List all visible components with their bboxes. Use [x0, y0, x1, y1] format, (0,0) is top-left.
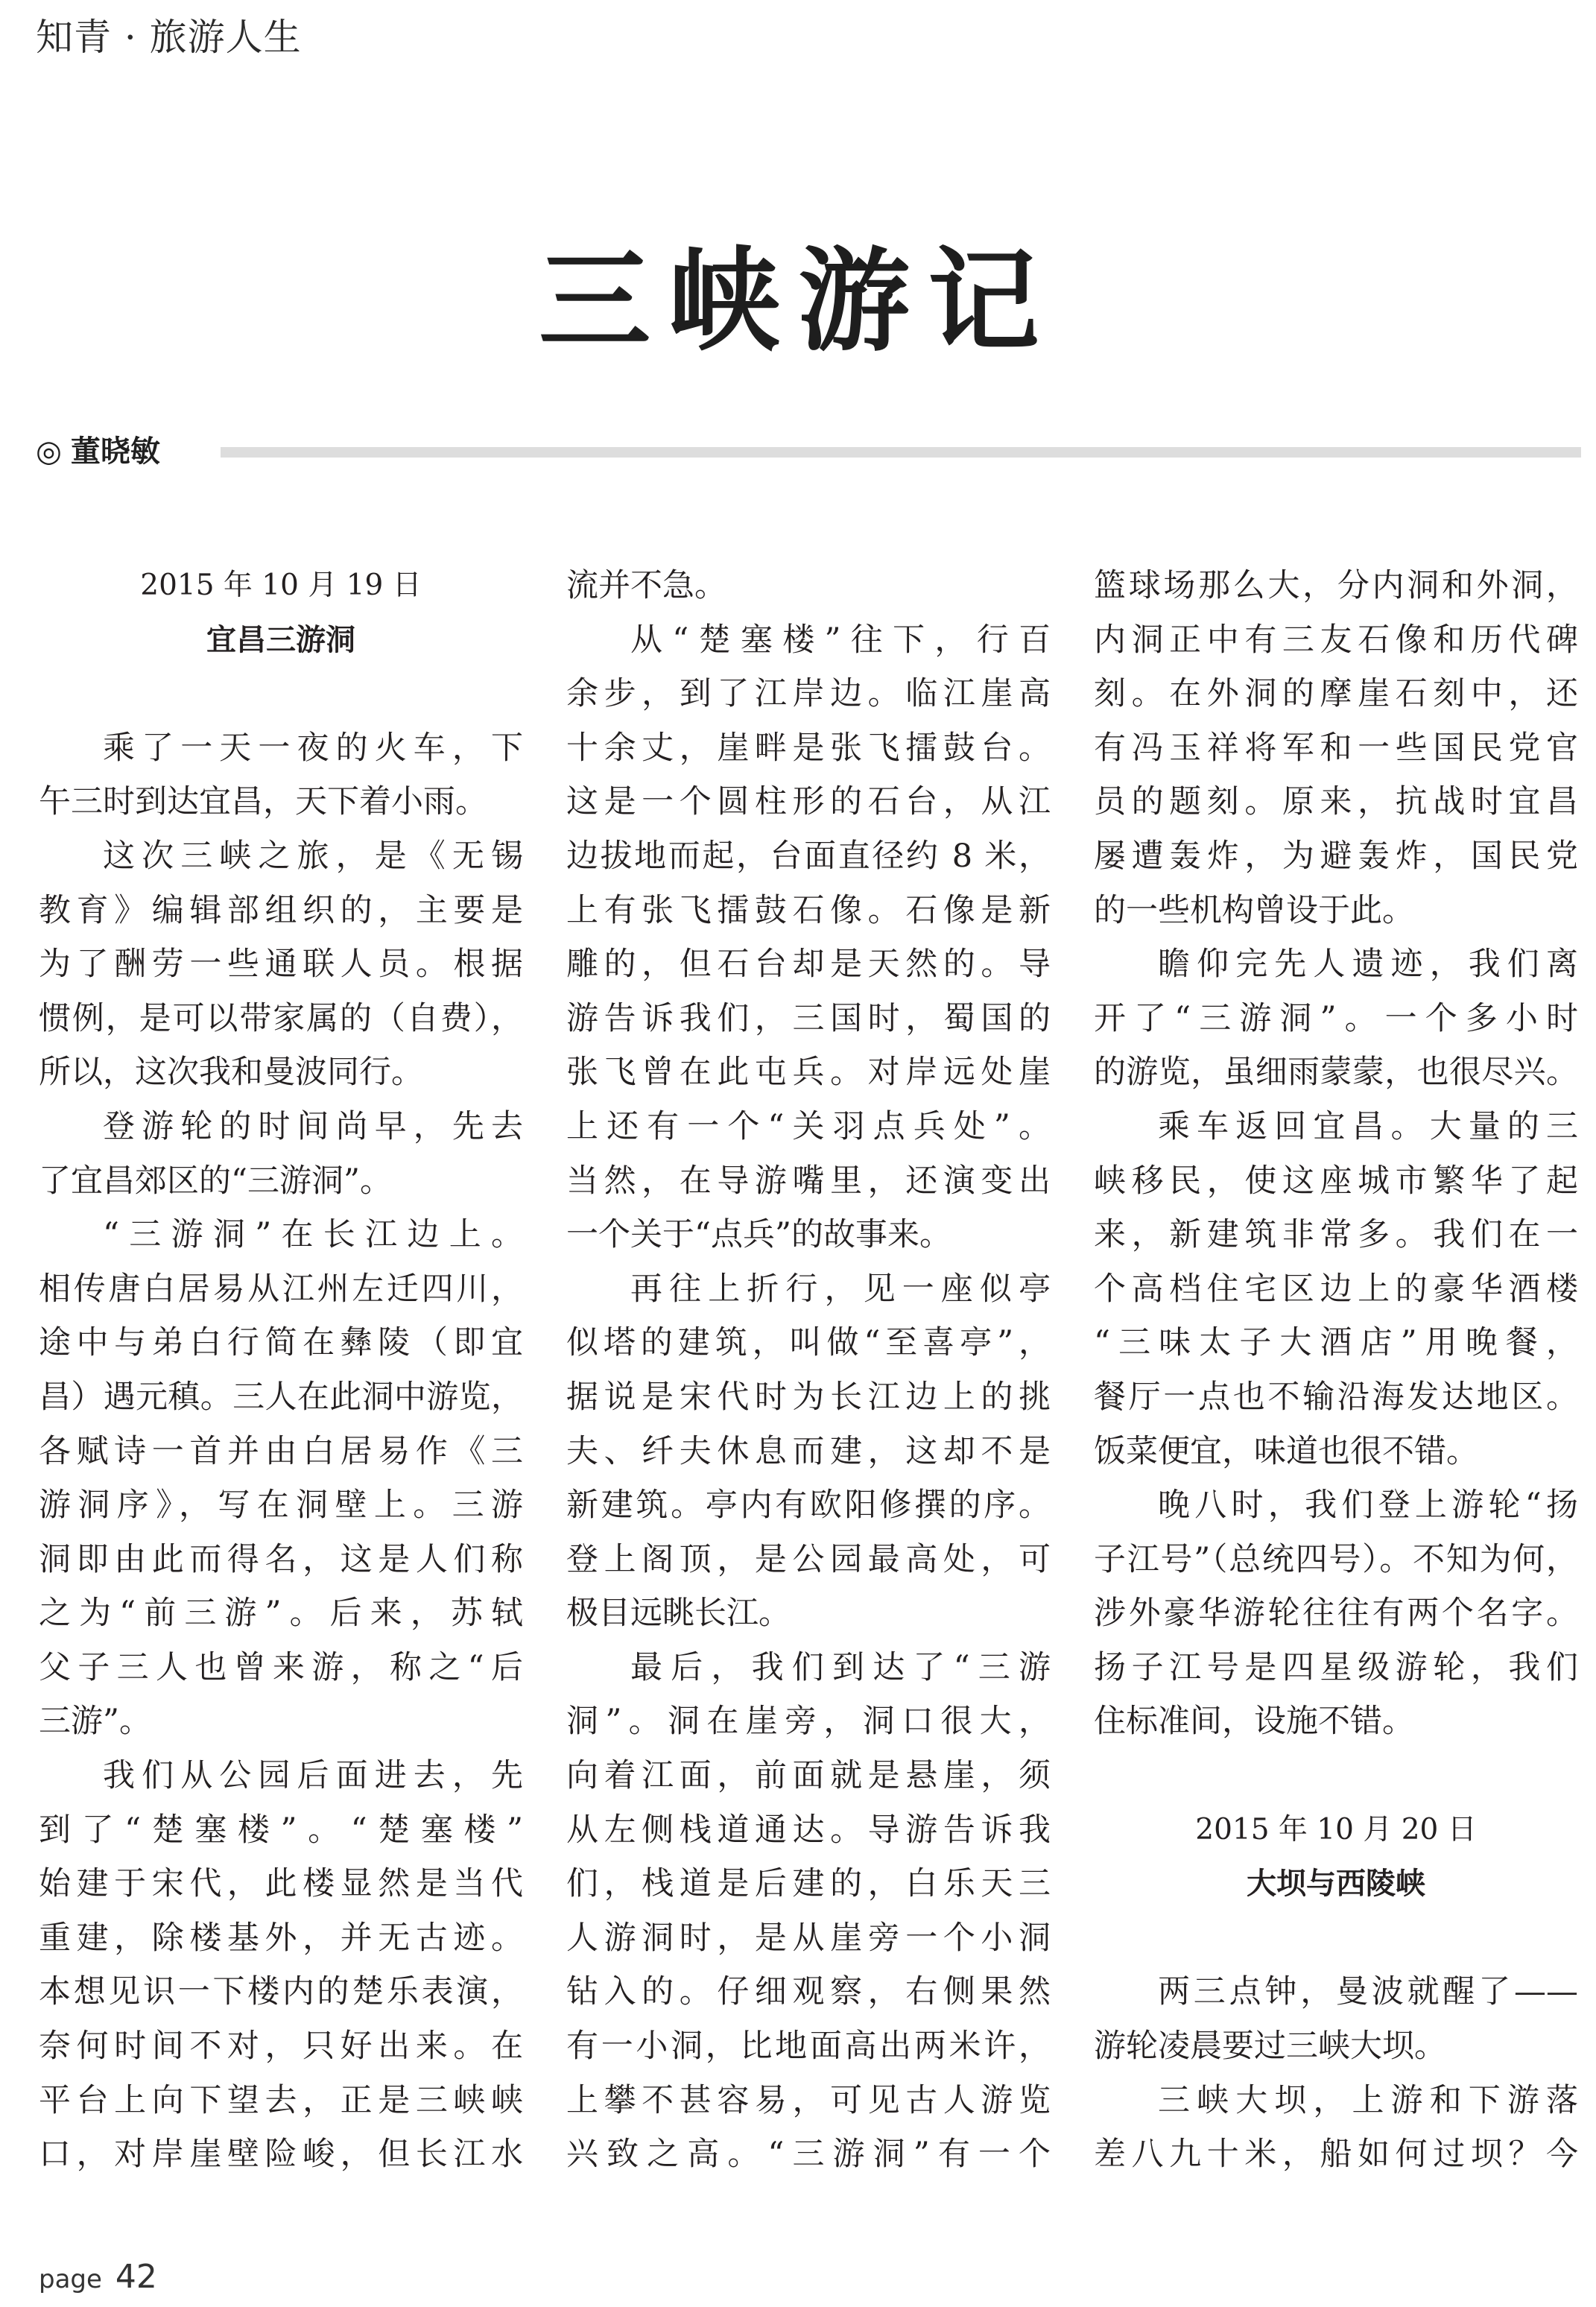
author-name: 董晓敏: [70, 434, 160, 469]
text-column-1: [39, 559, 523, 2182]
text-line: 游轮凌晨要过三峡大坝。: [1094, 2028, 1446, 2066]
text-line: 最后，我们到达了“三游: [630, 1648, 1051, 1686]
page-label: page: [39, 2265, 102, 2294]
text-line: 的游览，虽细雨蒙蒙，也很尽兴。: [1094, 1054, 1578, 1092]
text-line: 住标准间，设施不错。: [1094, 1703, 1414, 1741]
text-line: 上还有一个“关羽点兵处”。: [566, 1107, 1051, 1145]
text-line: 相传唐白居易从江州左迁四川，: [39, 1270, 523, 1308]
text-line: 三游”。: [39, 1703, 151, 1741]
text-line: 们，栈道是后建的，白乐天三: [566, 1865, 1051, 1903]
section-heading: 大坝与西陵峡: [1247, 1867, 1425, 1902]
text-line: 平台上向下望去，正是三峡峡: [39, 2081, 523, 2119]
text-line: 这是一个圆柱形的石台，从江: [566, 783, 1051, 821]
text-line: 涉外豪华游轮往往有两个名字。: [1094, 1595, 1578, 1633]
text-line: 新建筑。亭内有欧阳修撰的序。: [566, 1487, 1051, 1525]
text-line: 员的题刻。原来，抗战时宜昌: [1094, 783, 1578, 821]
text-column-2: [566, 559, 1051, 2182]
text-line: 从“楚塞楼”往下，行百: [630, 621, 1051, 659]
text-line: 乘车返回宜昌。大量的三: [1158, 1107, 1578, 1145]
text-line: 据说是宋代时为长江边上的挑: [566, 1378, 1051, 1416]
text-line: 所以，这次我和曼波同行。: [39, 1054, 423, 1092]
text-line: 兴致之高。“三游洞”有一个: [566, 2136, 1051, 2174]
text-line: 三峡大坝，上游和下游落: [1158, 2081, 1578, 2119]
text-line: 从左侧栈道通达。导游告诉我: [566, 1811, 1051, 1849]
circle-bullet-icon: ◎: [36, 434, 62, 469]
text-line: 之为“前三游”。后来，苏轼: [39, 1595, 523, 1633]
text-line: 惯例，是可以带家属的（自费），: [39, 999, 523, 1037]
paragraph-gap: [1094, 1911, 1578, 1966]
text-line: 内洞正中有三友石像和历代碑: [1094, 621, 1578, 659]
text-line: 这次三峡之旅，是《无锡: [103, 837, 523, 875]
text-line: 本想见识一下楼内的楚乐表演，: [39, 1973, 523, 2011]
entry-date: 2015 年 10 月 19 日: [140, 569, 422, 602]
text-line: 钻入的。仔细观察，右侧果然: [566, 1973, 1051, 2011]
paragraph-gap: [1094, 1749, 1578, 1803]
text-line: 张飞曾在此屯兵。对岸远处崖: [566, 1054, 1051, 1092]
magazine-section-header: 知青 · 旅游人生: [36, 16, 302, 59]
text-line: 途中与弟白行简在彝陵（即宜: [39, 1324, 523, 1362]
text-line: 似塔的建筑，叫做“至喜亭”，: [566, 1324, 1051, 1362]
entry-date: 2015 年 10 月 20 日: [1195, 1812, 1477, 1846]
text-line: 篮球场那么大，分内洞和外洞，: [1094, 567, 1578, 604]
text-line: 有一小洞，比地面高出两米许，: [566, 2028, 1051, 2066]
text-line: 瞻仰完先人遗迹，我们离: [1158, 946, 1578, 984]
author-name-block: [36, 429, 160, 474]
text-line: 登游轮的时间尚早，先去: [103, 1107, 523, 1145]
text-line: 洞”。洞在崖旁，洞口很大，: [566, 1703, 1051, 1741]
text-line: 当然，在导游嘴里，还演变出: [566, 1162, 1051, 1200]
text-line: 夫、纤夫休息而建，这却不是: [566, 1432, 1051, 1470]
text-line: 重建，除楼基外，并无古迹。: [39, 1919, 523, 1957]
text-line: “三味太子大酒店”用晚餐，: [1094, 1324, 1578, 1362]
text-line: 扬子江号是四星级游轮，我们: [1094, 1648, 1578, 1686]
author-byline: [36, 429, 1581, 474]
text-line: 有冯玉祥将军和一些国民党官: [1094, 729, 1578, 767]
text-line: “三游洞”在长江边上。: [103, 1216, 523, 1254]
text-line: 到了“楚塞楼”。“楚塞楼”: [39, 1811, 523, 1849]
text-line: 为了酬劳一些通联人员。根据: [39, 946, 523, 984]
text-line: 始建于宋代，此楼显然是当代: [39, 1865, 523, 1903]
text-line: 人游洞时，是从崖旁一个小洞: [566, 1919, 1051, 1957]
text-line: 屡遭轰炸，为避轰炸，国民党: [1094, 837, 1578, 875]
text-line: 向着江面，前面就是悬崖，须: [566, 1757, 1051, 1795]
text-line: 一个关于“点兵”的故事来。: [566, 1216, 951, 1254]
text-line: 洞即由此而得名，这是人们称: [39, 1540, 523, 1578]
text-line: 游告诉我们，三国时，蜀国的: [566, 999, 1051, 1037]
text-line: 峡移民，使这座城市繁华了起: [1094, 1162, 1578, 1200]
byline-divider: [221, 447, 1581, 458]
text-line: 边拔地而起，台面直径约 8 米，: [566, 837, 1051, 875]
text-line: 十余丈，崖畔是张飞擂鼓台。: [566, 729, 1051, 767]
page-number: 42: [115, 2258, 157, 2296]
text-line: 极目远眺长江。: [566, 1595, 791, 1633]
text-line: 我们从公园后面进去，先: [103, 1757, 523, 1795]
text-line: 差八九十米，船如何过坝？今: [1094, 2136, 1578, 2174]
text-line: 两三点钟，曼波就醒了——: [1158, 1973, 1578, 2011]
text-line: 余步，到了江岸边。临江崖高: [566, 675, 1051, 713]
section-heading: 宜昌三游洞: [206, 622, 355, 657]
text-line: 的一些机构曾设于此。: [1094, 891, 1414, 929]
text-line: 餐厅一点也不输沿海发达地区。: [1094, 1378, 1578, 1416]
paragraph-gap: [39, 667, 523, 721]
text-line: 游洞序》，写在洞壁上。三游: [39, 1487, 523, 1525]
page-footer: [39, 2258, 157, 2296]
text-line: 教育》编辑部组织的，主要是: [39, 891, 523, 929]
text-line: 午三时到达宜昌，天下着小雨。: [39, 783, 487, 821]
text-line: 上有张飞擂鼓石像。石像是新: [566, 891, 1051, 929]
text-line: 乘了一天一夜的火车，下: [103, 729, 523, 767]
text-line: 再往上折行，见一座似亭: [630, 1270, 1051, 1308]
text-line: 饭菜便宜，味道也很不错。: [1094, 1432, 1478, 1470]
article-title: 三峡游记: [538, 237, 1057, 367]
text-line: 各赋诗一首并由白居易作《三: [39, 1432, 523, 1470]
text-line: 昌）遇元稹。三人在此洞中游览，: [39, 1378, 523, 1416]
text-line: 个高档住宅区边上的豪华酒楼: [1094, 1270, 1578, 1308]
text-line: 子江号”（总统四号）。不知为何，: [1094, 1540, 1578, 1578]
text-line: 开了“三游洞”。一个多小时: [1094, 999, 1578, 1037]
text-line: 父子三人也曾来游，称之“后: [39, 1648, 523, 1686]
text-line: 奈何时间不对，只好出来。在: [39, 2028, 523, 2066]
text-line: 雕的，但石台却是天然的。导: [566, 946, 1051, 984]
text-line: 口，对岸崖壁险峻，但长江水: [39, 2136, 523, 2174]
text-column-3: [1094, 559, 1578, 2182]
text-line: 了宜昌郊区的“三游洞”。: [39, 1162, 392, 1200]
text-line: 登上阁顶，是公园最高处，可: [566, 1540, 1051, 1578]
text-line: 刻。在外洞的摩崖石刻中，还: [1094, 675, 1578, 713]
text-line: 上攀不甚容易，可见古人游览: [566, 2081, 1051, 2119]
text-line: 来，新建筑非常多。我们在一: [1094, 1216, 1578, 1254]
text-line: 流并不急。: [566, 567, 726, 604]
text-line: 晚八时，我们登上游轮“扬: [1158, 1487, 1578, 1525]
